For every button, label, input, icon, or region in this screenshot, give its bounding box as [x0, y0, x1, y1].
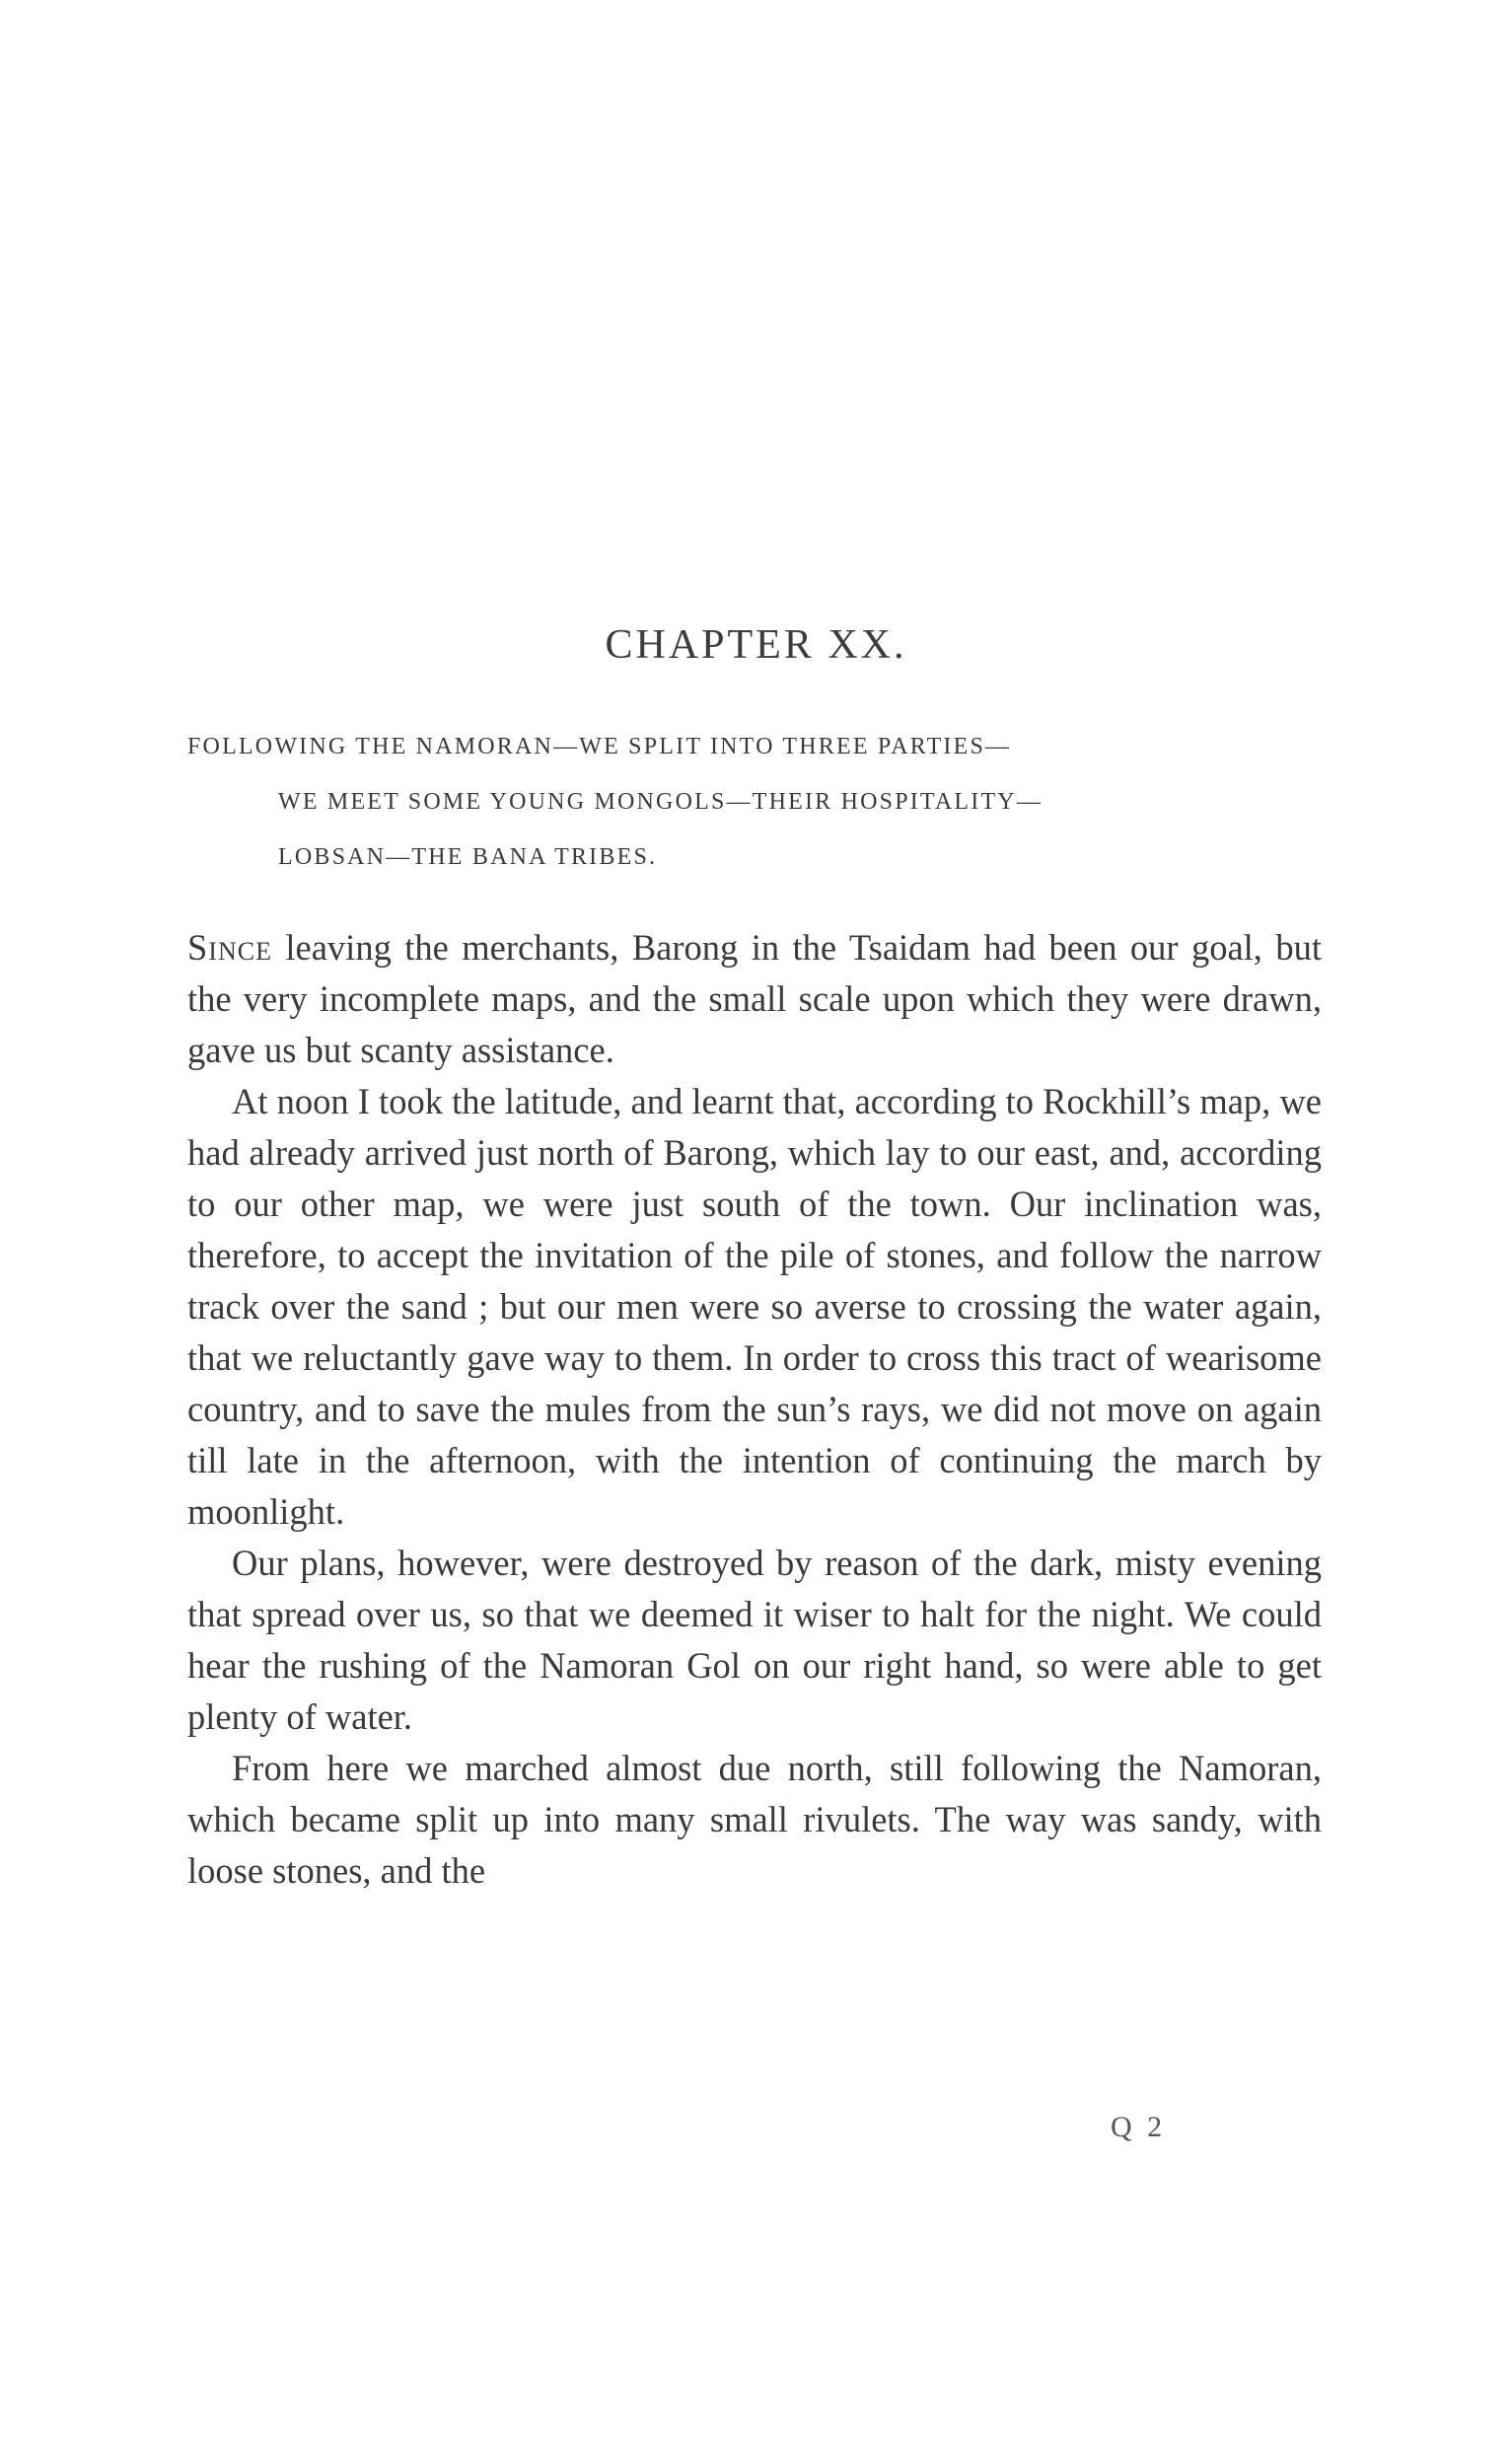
- signature-mark: Q 2: [1111, 2111, 1167, 2143]
- paragraph: [187, 922, 1322, 1076]
- paragraph: Our plans, however, were destroyed by reason of the dark, misty evening that spread over us, so that we deemed it wiser to halt for the night. We could hear the rushing of the Namoran Gol on our right hand, so were able to get plenty of water.: [187, 1543, 1322, 1737]
- synopsis-line: WE MEET SOME YOUNG MONGOLS—THEIR HOSPITALITY—: [278, 789, 1044, 815]
- paragraph: At noon I took the latitude, and learnt that, according to Rockhill’s map, we had already arrived just north of Barong, which lay to our east, and, according to our other map, we were just south of the town. Our inclination was, therefore, to accept the invitation of the pile of stones, and follow the narrow track over the sand ; but our men were so averse to crossing the water again, that we reluctantly gave way to them. In order to cross this tract of wearisome country, and to save the mules from the sun’s rays, we did not move on again till late in the afternoon, with the intention of continuing the march by moonlight.: [187, 1081, 1322, 1532]
- drop-word: Since: [187, 927, 272, 968]
- synopsis-line: LOBSAN—THE BANA TRIBES.: [278, 844, 658, 870]
- paragraph-text: leaving the merchants, Barong in the Tsaidam had been our goal, but the very incomplete maps, and the small scale upon which they were drawn, gave us but scanty assistance.: [187, 927, 1322, 1070]
- synopsis-line: FOLLOWING THE NAMORAN—WE SPLIT INTO THREE PARTIES—: [187, 734, 1012, 759]
- paragraph: From here we marched almost due north, still following the Namoran, which became split up into many small rivulets. The way was sandy, with loose stones, and the: [187, 1748, 1322, 1891]
- body-text: [187, 922, 1322, 1897]
- chapter-title: CHAPTER XX.: [605, 622, 907, 668]
